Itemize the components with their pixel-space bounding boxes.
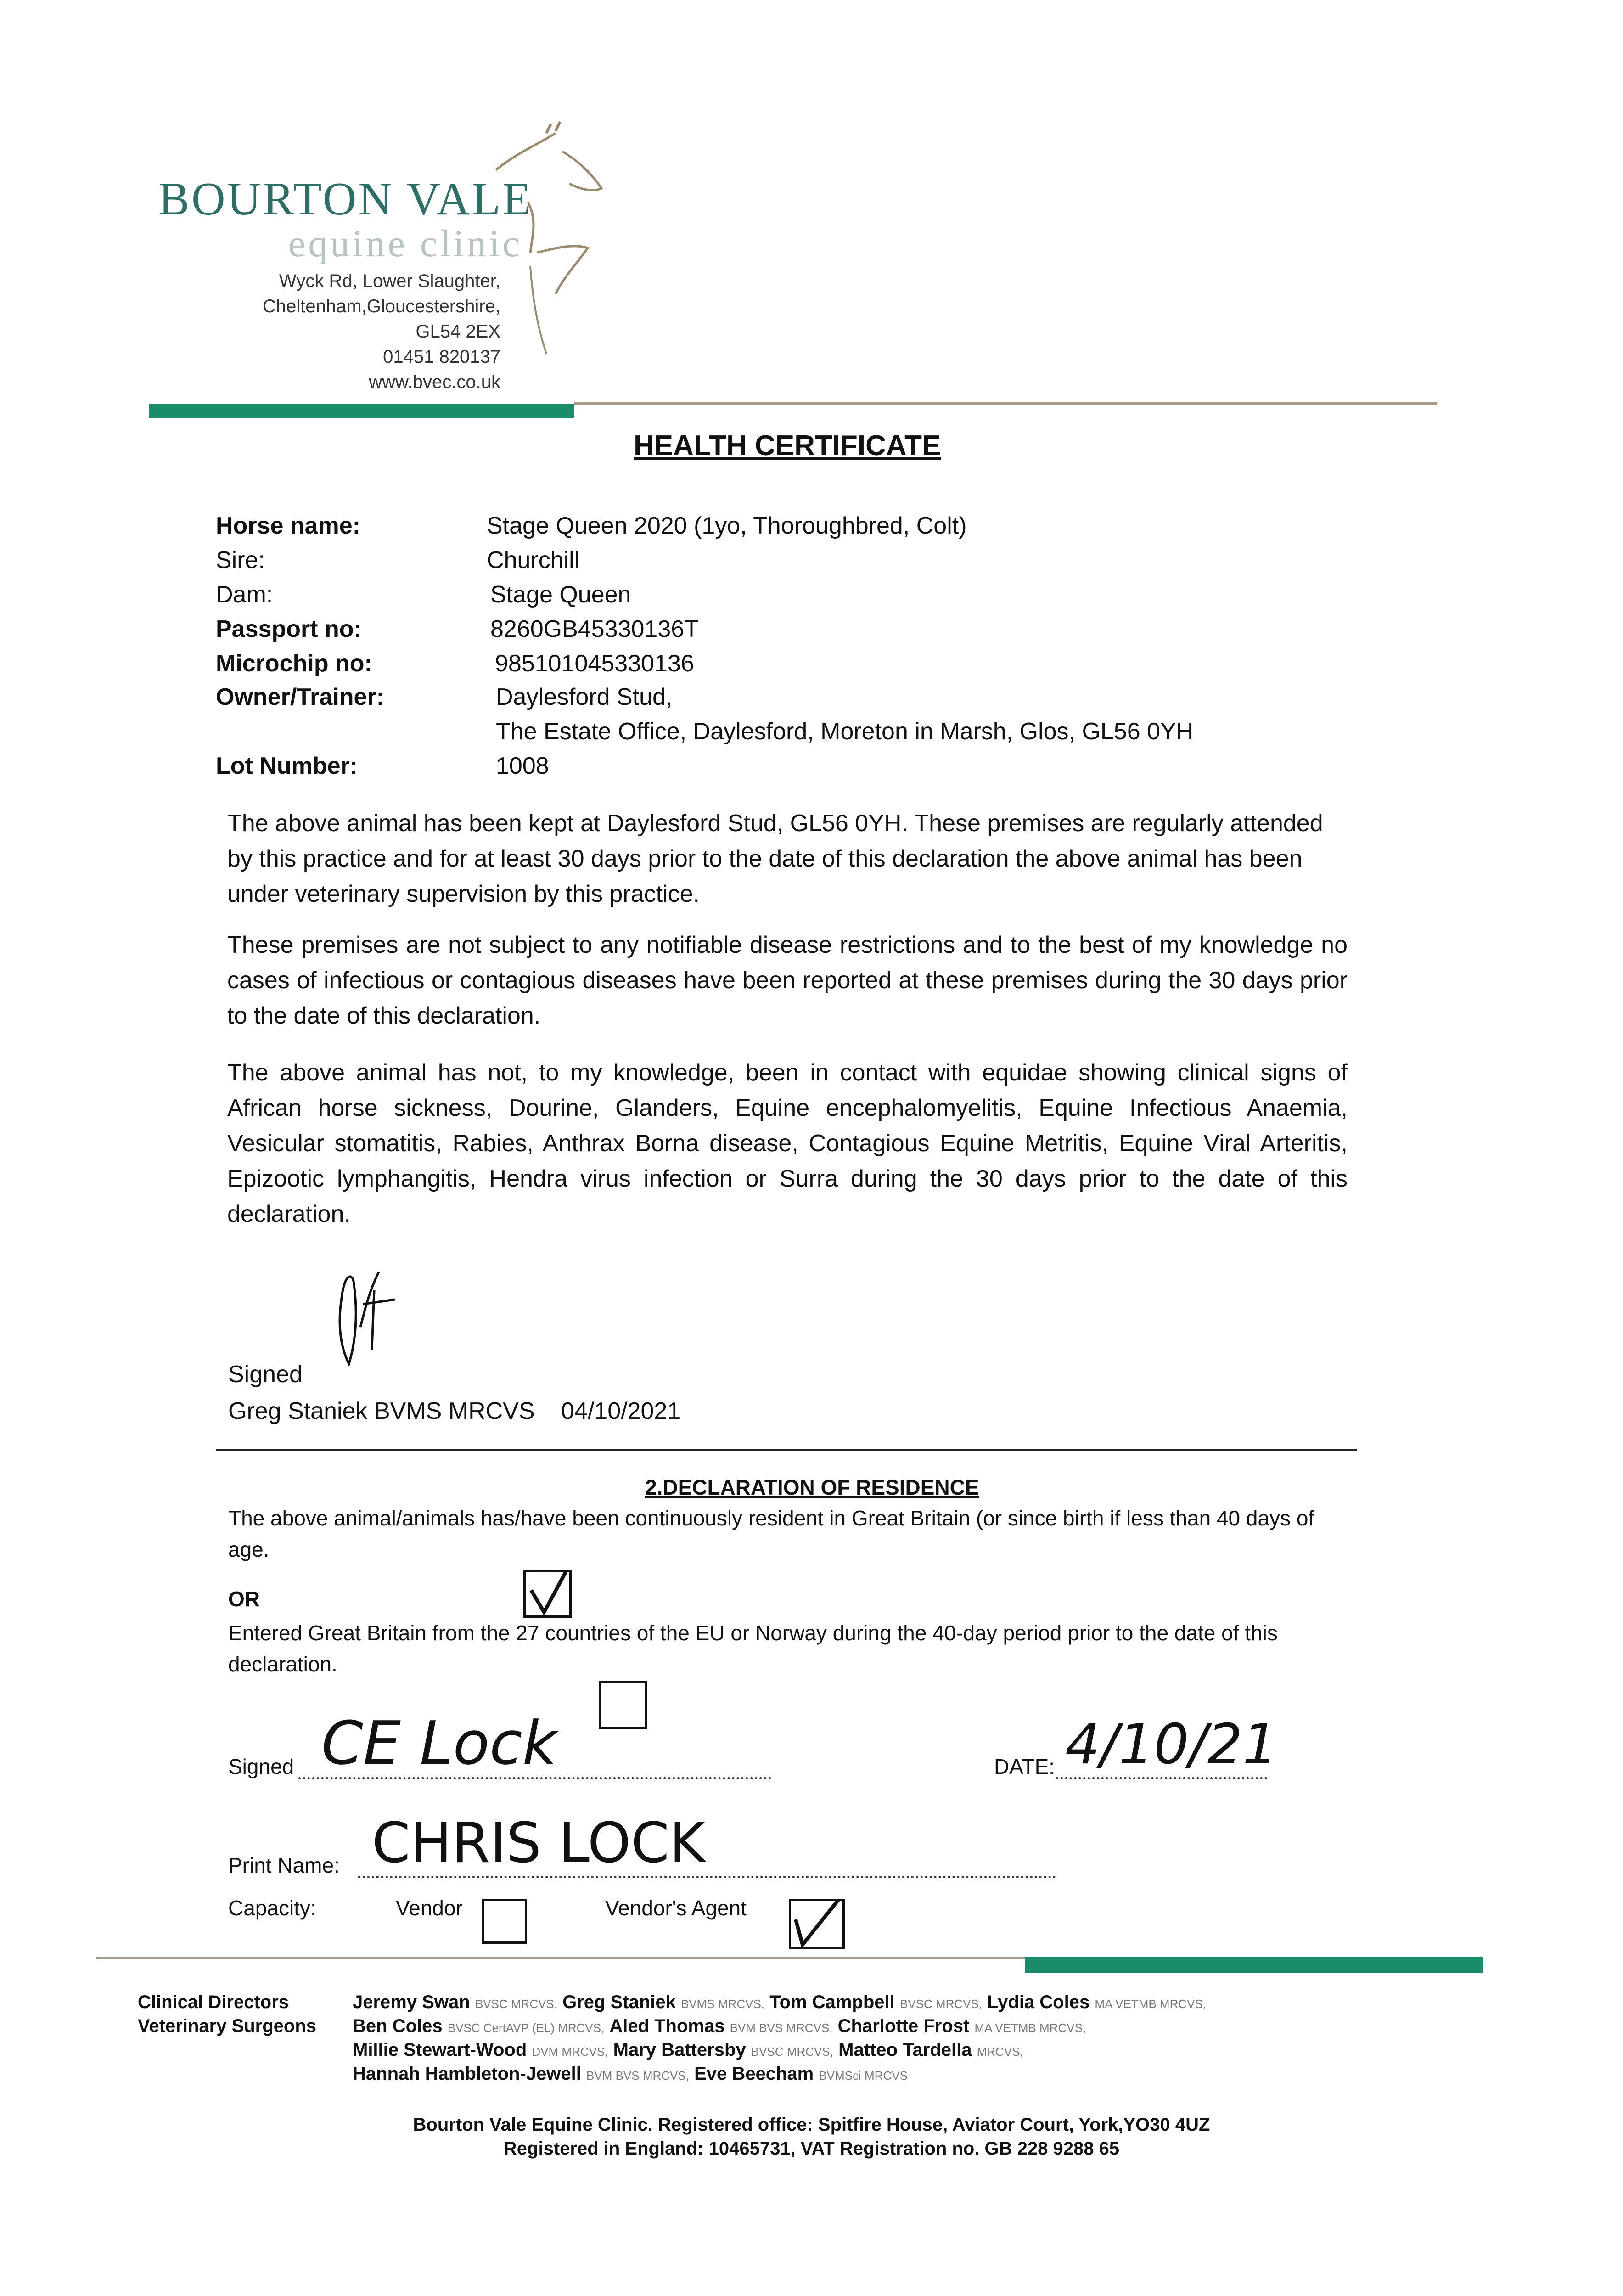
owner-trainer-label: Owner/Trainer: xyxy=(216,684,384,710)
staff-qualification: BVSC MRCVS, xyxy=(751,2045,833,2059)
staff-name: Charlotte Frost xyxy=(837,2016,970,2036)
staff-qualification: BVMSci MRCVS xyxy=(819,2069,908,2082)
sire-label: Sire: xyxy=(216,547,265,574)
company-registration: Registered in England: 10465731, VAT Registration no. GB 228 9288 65 xyxy=(503,2138,1120,2159)
vendor-agent-checkbox[interactable] xyxy=(789,1899,845,1949)
staff-qualification: MA VETMB MRCVS, xyxy=(974,2021,1086,2035)
vendor-checkbox[interactable] xyxy=(482,1899,527,1944)
clinic-address-line: Wyck Rd, Lower Slaughter, xyxy=(279,271,500,291)
residence-option-2-text: Entered Great Britain from the 27 countries of the EU or Norway during the 40-day period prior to the date of this declaration. xyxy=(228,1621,1278,1676)
print-name-label: Print Name: xyxy=(228,1853,340,1877)
dam-label: Dam: xyxy=(216,581,273,608)
page-title: HEALTH CERTIFICATE xyxy=(634,430,941,461)
footer-green-bar xyxy=(1025,1957,1483,1973)
staff-name: Jeremy Swan xyxy=(353,1992,470,2012)
staff-qualification: BVSC CertAVP (EL) MRCVS, xyxy=(447,2021,605,2035)
owner-address-value: The Estate Office, Daylesford, Moreton in Marsh, Glos, GL56 0YH xyxy=(496,718,1194,745)
vet-signature-date: 04/10/2021 xyxy=(561,1398,681,1424)
print-name-value: CHRIS LOCK xyxy=(372,1812,706,1875)
disease-restrictions-paragraph: These premises are not subject to any notifiable disease restrictions and to the best of my knowledge no cases of infectious or contagious diseases have been reported at these premises during the 30 days prior to the date of this declaration. xyxy=(227,932,1348,1029)
staff-line-2 xyxy=(353,2016,1086,2037)
clinic-address-postcode: GL54 2EX xyxy=(416,321,500,342)
veterinary-surgeons-label: Veterinary Surgeons xyxy=(138,2016,317,2036)
footer-divider xyxy=(96,1957,1025,1959)
header-divider xyxy=(574,402,1437,405)
staff-qualification: BVSC MRCVS, xyxy=(899,1997,983,2011)
premises-paragraph: The above animal has been kept at Daylesford Stud, GL56 0YH. These premises are regularly attended by this practice and for at least 30 days prior to the date of this declaration the above animal has been under veterinary supervision by this practice. xyxy=(227,810,1323,907)
staff-qualification: BVMS MRCVS, xyxy=(681,1997,765,2011)
vendor-label: Vendor xyxy=(396,1896,463,1920)
date-line[interactable] xyxy=(1056,1777,1267,1779)
checkmark-icon xyxy=(791,1901,842,1947)
staff-name: Tom Campbell xyxy=(769,1992,895,2012)
staff-name: Mary Battersby xyxy=(613,2040,746,2060)
vet-signature-icon xyxy=(335,1267,399,1373)
clinic-logo-subtitle: equine clinic xyxy=(288,222,522,265)
lot-number-value: 1008 xyxy=(496,753,549,779)
contact-declaration-paragraph: The above animal has not, to my knowledge, been in contact with equidae showing clinical signs of African horse sickness, Dourine, Glanders, Equine encephalomyelitis, Equine Infectious Anaemia, Vesicular stomatitis, Rabies, Anthrax Borna disease, Contagious Equine Metritis, Equine Viral Arteritis, Epizootic lymphangitis, Hendra virus infection or Surra during the 30 days prior to the date of this declaration. xyxy=(227,1059,1348,1227)
staff-name: Eve Beecham xyxy=(694,2064,814,2084)
microchip-label: Microchip no: xyxy=(216,650,372,677)
staff-name: Millie Stewart-Wood xyxy=(353,2040,527,2060)
clinic-website: www.bvec.co.uk xyxy=(369,372,500,392)
vendor-agent-label: Vendor's Agent xyxy=(605,1896,747,1920)
staff-qualification: BVM BVS MRCVS, xyxy=(586,2069,689,2082)
staff-name: Matteo Tardella xyxy=(838,2040,972,2060)
header-green-bar xyxy=(149,404,574,418)
staff-name: Ben Coles xyxy=(353,2016,443,2036)
owner-signed-label: Signed xyxy=(228,1755,294,1778)
owner-signature: CE Lock xyxy=(321,1708,557,1778)
residence-option-1-checkbox[interactable] xyxy=(523,1570,572,1618)
horse-name-label: Horse name: xyxy=(216,512,360,539)
or-label: OR xyxy=(228,1587,260,1611)
date-label: DATE: xyxy=(994,1755,1055,1778)
staff-name: Greg Staniek xyxy=(562,1992,676,2012)
passport-value: 8260GB45330136T xyxy=(490,616,699,642)
staff-line-4 xyxy=(353,2064,908,2084)
declaration-date: 4/10/21 xyxy=(1065,1713,1278,1777)
staff-qualification: MRCVS, xyxy=(977,2045,1023,2059)
clinical-directors-label: Clinical Directors xyxy=(138,1992,289,2012)
section-divider xyxy=(216,1449,1357,1451)
staff-line-1 xyxy=(353,1992,1206,2013)
horse-name-value: Stage Queen 2020 (1yo, Thoroughbred, Colt) xyxy=(487,512,967,539)
residence-option-1-text: The above animal/animals has/have been continuously resident in Great Britain (or since birth if less than 40 days of age. xyxy=(228,1506,1314,1561)
sire-value: Churchill xyxy=(487,547,580,574)
lot-number-label: Lot Number: xyxy=(216,753,358,779)
clinic-address-line: Cheltenham,Gloucestershire, xyxy=(262,296,500,316)
residence-option-2-checkbox[interactable] xyxy=(599,1681,647,1729)
staff-qualification: BVSC MRCVS, xyxy=(475,1997,557,2011)
dam-value: Stage Queen xyxy=(490,581,631,608)
staff-qualification: MA VETMB MRCVS, xyxy=(1095,1997,1207,2011)
horse-head-logo-icon xyxy=(487,115,615,372)
microchip-value: 985101045330136 xyxy=(495,650,694,677)
vet-signed-label: Signed xyxy=(228,1361,303,1388)
passport-label: Passport no: xyxy=(216,616,362,642)
declaration-title: 2.DECLARATION OF RESIDENCE xyxy=(645,1475,979,1499)
staff-qualification: BVM BVS MRCVS, xyxy=(730,2021,833,2035)
owner-trainer-value: Daylesford Stud, xyxy=(496,684,673,710)
staff-qualification: DVM MRCVS, xyxy=(532,2045,608,2059)
staff-line-3 xyxy=(353,2040,1023,2060)
staff-name: Lydia Coles xyxy=(987,1992,1090,2012)
staff-name: Aled Thomas xyxy=(609,2016,725,2036)
capacity-label: Capacity: xyxy=(228,1896,316,1920)
vet-signatory: Greg Staniek BVMS MRCVS xyxy=(228,1398,535,1424)
clinic-logo-title: BOURTON VALE xyxy=(158,173,533,225)
checkmark-icon xyxy=(526,1572,569,1615)
registered-office: Bourton Vale Equine Clinic. Registered office: Spitfire House, Aviator Court, York,YO30 4UZ xyxy=(413,2115,1210,2135)
staff-name: Hannah Hambleton-Jewell xyxy=(353,2064,581,2084)
print-name-line[interactable] xyxy=(358,1876,1056,1878)
clinic-phone: 01451 820137 xyxy=(383,347,500,367)
